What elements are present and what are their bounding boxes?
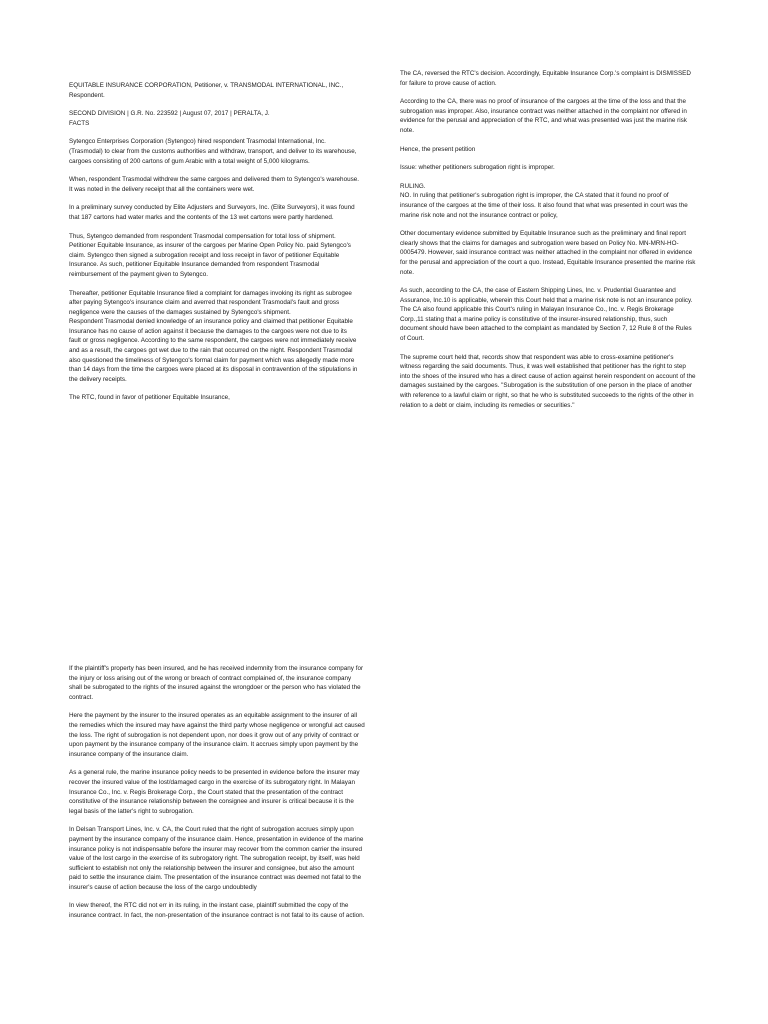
paragraph: When, respondent Trasmodal withdrew the same cargoes and delivered them to Sytengco's warehouse. It was noted in the delivery receipt that all the containers were wet. [69,176,359,193]
paragraph: If the plaintiff's property has been insured, and he has received indemnity from the insurance company for the injury or loss arising out of the wrong or breach of contract complained of, the insurance company shall be subrogated to the rights of the insured against the wrongdoer or the person who has violated the contract. [69,665,364,701]
bottom-column [69,664,365,930]
paragraph: As a general rule, the marine insurance policy needs to be presented in evidence before the insurer may recover the insured value of the lost/damaged cargo in the exercise of its subrogatory right. In Malayan Insurance Co., Inc. v. Regis Brokerage Corp., the Court stated that the presentation of the contract constitutive of the insurance relationship between the consignee and insurer is critical because it is the legal basis of the latter's right to subrogation. [69,769,360,815]
paragraph: Thus, Sytengco demanded from respondent Trasmodal compensation for total loss of shipment. Petitioner Equitable Insurance, as insurer of the cargoes per Marine Open Policy No. paid Sytengco's claim. Sytengco then signed a subrogation receipt and loss receipt in favor of petitioner Equitable Insurance. As such, petitioner Equitable Insurance demanded from respondent Trasmodal reimbursement of the payment given to Sytengco. [69,232,351,278]
paragraph: According to the CA, there was no proof of insurance of the cargoes at the time of the loss and that the subrogation was improper. Also, insurance contract was neither attached in the complaint nor offered in evidence for the perusal and appreciation of the RTC, and what was presented was just the marine risk note. [400,98,687,134]
ruling-heading: RULING. [400,182,426,190]
issue-line: Issue: whether petitioners subrogation right is improper. [400,164,555,172]
paragraph: As such, according to the CA, the case of Eastern Shipping Lines, Inc. v. Prudential Guarantee and Assurance, Inc.10 is applicable, wherein this Court held that a marine risk note is not an insurance policy. The CA also found applicable this Court's ruling in Malayan Insurance Co., Inc. v. Regis Brokerage Corp.,11 stating that a marine policy is constitutive of the insurer-insured relationship, thus, such document should have been attached to the complaint as mandated by Section 7, 12 Rule 8 of the Rules of Court. [400,287,693,343]
paragraph: Thereafter, petitioner Equitable Insurance filed a complaint for damages invoking its right as subrogee after paying Sytengco's insurance claim and averred that respondent Trasmodal's fault and gross negligence were the causes of the damages sustained by Sytengco's shipment. [69,289,352,316]
paragraph: The supreme court held that, records show that respondent was able to cross-examine petitioner's witness regarding the said documents. Thus, it was well established that petitioner has the right to step into the shoes of the insured who has a direct cause of action against herein respondent on account of the damages sustained by the cargoes. "Subrogation is the substitution of one person in the place of another with reference to a lawful claim or right, so that he who is substituted succeeds to the rights of the other in relation to a debt or claim, including its remedies or securities." [400,353,696,409]
case-title: EQUITABLE INSURANCE CORPORATION, Petitioner, v. TRANSMODAL INTERNATIONAL, INC., Respondent. [69,82,344,99]
left-column [69,81,359,412]
paragraph: Here the payment by the insurer to the insured operates as an equitable assignment to the insurer of all the remedies which the insured may have against the third party whose negligence or wrongful act caused the loss. The right of subrogation is not dependent upon, nor does it grow out of any privity of contract or upon payment by the insurance company of the insurance claim. It accrues simply upon payment by the insurance company of the insurance claim. [69,712,365,758]
paragraph: The RTC, found in favor of petitioner Equitable Insurance, [69,394,230,402]
paragraph: Hence, the present petition [400,145,476,153]
paragraph: In Delsan Transport Lines, Inc. v. CA, the Court ruled that the right of subrogation accrues simply upon payment by the insurance company of the insurance claim. Hence, presentation in evidence of the marine insurance policy is not indispensable before the insurer may recover from the common carrier the insured value of the lost cargo in the exercise of its subrogatory right. The subrogation receipt, by itself, was held sufficient to establish not only the relationship between the insurer and consignee, but also the amount paid to settle the insurance claim. The presentation of the insurance contract was deemed not fatal to the insurer's cause of action because the loss of the cargo undoubtedly [69,826,364,891]
paragraph: In view thereof, the RTC did not err in its ruling, in the instant case, plaintiff submitted the copy of the insurance contract. In fact, the non-presentation of the insurance contract is not fatal to its cause of action. [69,902,365,920]
paragraph: Respondent Trasmodal denied knowledge of an insurance policy and claimed that petitioner Equitable Insurance has no cause of action against it because the damages to the cargoes were not due to its fault or gross negligence. According to the same respondent, the cargoes were not immediately receive and as a result, the cargoes got wet due to the rain that occurred on the night. Respondent Trasmodal also questioned the timeliness of Sytengco's formal claim for payment which was allegedly made more than 14 days from the time the cargoes were placed at its disposal in contravention of the stipulations in the delivery receipts. [69,318,358,383]
paragraph: Other documentary evidence submitted by Equitable Insurance such as the preliminary and final report clearly shows that the claims for damages and subrogation were based on Policy No. MN-MRN-HO-0005479. However, said insurance contract was neither attached in the complaint nor offered in evidence for the perusal and appreciation of the court a quo. Instead, Equitable Insurance presented the marine risk note. [400,230,696,276]
case-citation: SECOND DIVISION | G.R. No. 223592 | August 07, 2017 | PERALTA, J. [69,110,270,118]
paragraph: NO. In ruling that petitioner's subrogation right is improper, the CA stated that it found no proof of insurance of the cargoes at the time of their loss. It also found that what was presented in court was the marine risk note and not the insurance contract or policy, [400,192,688,219]
facts-heading: FACTS [69,119,90,127]
right-column [400,69,696,419]
paragraph: In a preliminary survey conducted by Elite Adjusters and Surveyors, Inc. (Elite Surveyors), it was found that 187 cartons had water marks and the contents of the 13 wet cartons were partly hardened. [69,204,355,221]
paragraph: The CA, reversed the RTC's decision. Accordingly, Equitable Insurance Corp.'s complaint is DISMISSED for failure to prove cause of action. [400,70,691,87]
paragraph: Sytengco Enterprises Corporation (Sytengco) hired respondent Trasmodal International, Inc. (Trasmodal) to clear from the customs authorities and withdraw, transport, and deliver to its warehouse, cargoes consisting of 200 cartons of gum Arabic with a total weight of 5,000 kilograms. [69,138,357,165]
